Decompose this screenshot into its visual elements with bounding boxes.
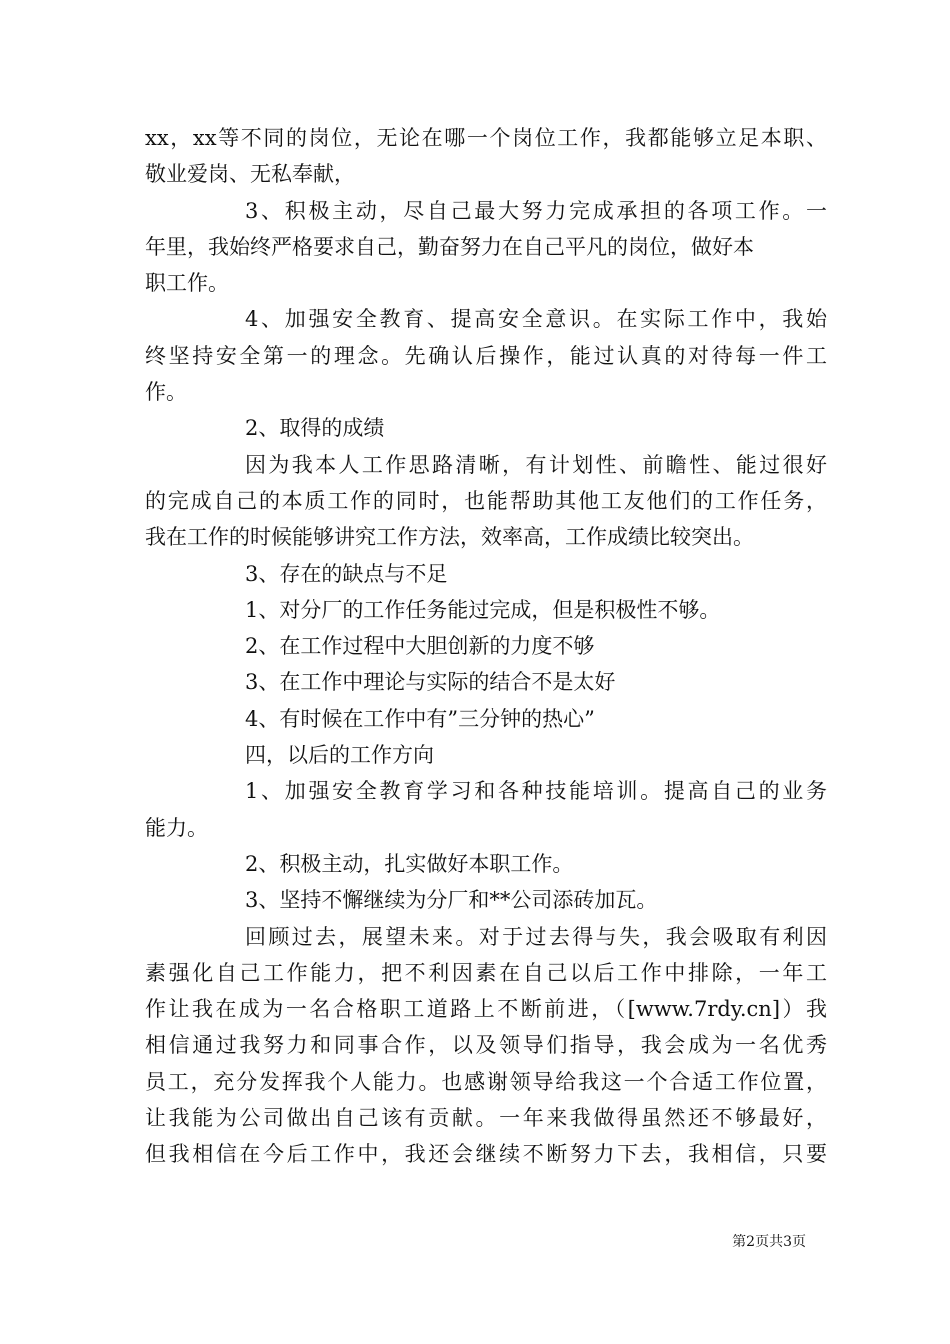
text-line: 2、积极主动，扎实做好本职工作。 <box>245 851 574 876</box>
text-line: 回顾过去，展望未来。对于过去得与失，我会吸取有利因 <box>245 924 827 949</box>
text-line: 让我能为公司做出自己该有贡献。一年来我做得虽然还不够最好， <box>145 1106 827 1131</box>
text-line: 作。 <box>145 380 187 405</box>
text-line: 作让我在成为一名合格职工道路上不断前进，（[www.7rdy.cn]）我 <box>145 997 827 1022</box>
text-line: 素强化自己工作能力，把不利因素在自己以后工作中排除，一年工 <box>145 960 827 985</box>
text-line: 4、加强安全教育、提高安全意识。在实际工作中，我始 <box>245 307 827 332</box>
text-line: 敬业爱岗、无私奉献， <box>145 162 355 187</box>
text-line: 4、有时候在工作中有”三分钟的热心” <box>245 706 595 731</box>
text-line: 3、坚持不懈继续为分厂和**公司添砖加瓦。 <box>245 888 658 913</box>
text-line: 能力。 <box>145 815 208 840</box>
text-line: 1、对分厂的工作任务能过完成，但是积极性不够。 <box>245 597 721 622</box>
text-line: 2、取得的成绩 <box>245 416 385 441</box>
text-line: 因为我本人工作思路清晰，有计划性、前瞻性、能过很好 <box>245 452 827 477</box>
text-line: 但我相信在今后工作中，我还会继续不断努力下去，我相信，只要 <box>145 1142 827 1167</box>
text-line: 四，以后的工作方向 <box>245 743 434 768</box>
text-line: 我在工作的时候能够讲究工作方法，效率高，工作成绩比较突出。 <box>145 525 754 550</box>
text-line: 的完成自己的本质工作的同时，也能帮助其他工友他们的工作任务， <box>145 488 827 513</box>
text-line: 职工作。 <box>145 271 229 296</box>
page-footer: 第2页共3页 <box>732 1234 806 1250</box>
text-line: 2、在工作过程中大胆创新的力度不够 <box>245 634 595 659</box>
text-line: 终坚持安全第一的理念。先确认后操作，能过认真的对待每一件工 <box>145 343 827 368</box>
text-line: xx，xx等不同的岗位，无论在哪一个岗位工作，我都能够立足本职、 <box>145 126 827 150</box>
text-line: 相信通过我努力和同事合作，以及领导们指导，我会成为一名优秀 <box>145 1033 827 1058</box>
text-line: 员工，充分发挥我个人能力。也感谢领导给我这一个合适工作位置， <box>145 1069 827 1094</box>
text-line: 年里，我始终严格要求自己，勤奋努力在自己平凡的岗位，做好本 <box>145 234 754 259</box>
document-body <box>145 120 827 1173</box>
text-line: 3、在工作中理论与实际的结合不是太好 <box>245 670 616 695</box>
text-line: 3、积极主动，尽自己最大努力完成承担的各项工作。一 <box>245 198 827 223</box>
text-line: 1、加强安全教育学习和各种技能培训。提高自己的业务 <box>245 779 827 804</box>
text-line: 3、存在的缺点与不足 <box>245 561 448 586</box>
